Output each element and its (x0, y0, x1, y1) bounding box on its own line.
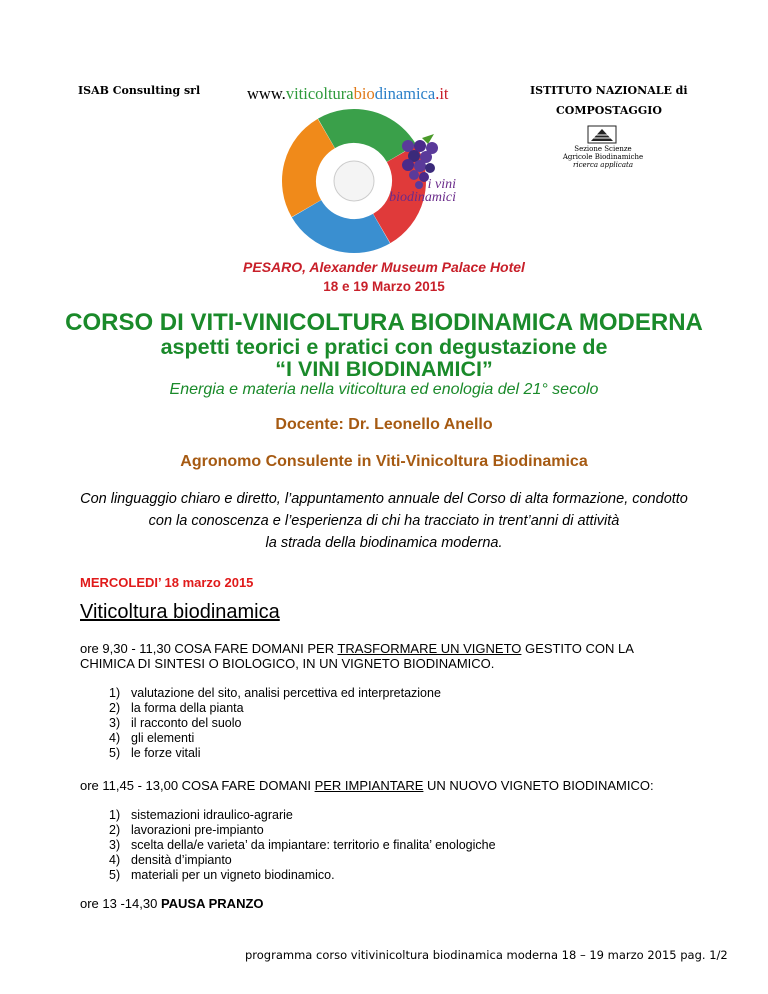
intro-line2: con la conoscenza e l’esperienza di chi ha tracciato in trent’anni di attività (148, 513, 620, 529)
teacher-name: Docente: Dr. Leonello Anello (275, 416, 493, 433)
lunch-time: ore 13 -14,30 (80, 896, 161, 911)
list-item-text: sistemazioni idraulico-agrarie (131, 808, 293, 822)
course-subtitle: Energia e materia nella viticoltura ed enologia del 21° secolo (169, 381, 599, 398)
list-item-text: gli elementi (131, 731, 195, 745)
intro-line1: Con linguaggio chiaro e diretto, l’appuntamento annuale del Corso di alta formazione, condotto (80, 491, 688, 507)
section-title: Viticoltura biodinamica (80, 601, 280, 623)
course-title-line1: CORSO DI VITI-VINICOLTURA BIODINAMICA MODERNA (65, 309, 703, 336)
list-item-number: 2) (109, 823, 121, 837)
lunch-label: PAUSA PRANZO (160, 896, 264, 911)
institute-logo-line3: ricerca applicata (572, 161, 633, 169)
list-item-number: 3) (109, 838, 121, 852)
list-item-text: valutazione del sito, analisi percettiva ed interpretazione (131, 686, 441, 700)
logo-text-line2: biodinamici (389, 190, 456, 205)
event-place: PESARO, Alexander Museum Palace Hotel (243, 259, 525, 275)
list-item-text: il racconto del suolo (131, 716, 242, 730)
institute-logo-line2: Agricole Biodinamiche (562, 153, 644, 161)
session2-heading (80, 778, 654, 793)
institute-logo-line1: Sezione Scienze (574, 145, 632, 153)
session1-heading-pre: ore 9,30 - 11,30 COSA FARE DOMANI PER (80, 641, 338, 656)
session1-heading-post: GESTITO CON LA (521, 641, 634, 656)
website-part-viticoltura: viticoltura (285, 84, 354, 103)
session1-heading-line2: CHIMICA DI SINTESI O BIOLOGICO, IN UN VIGNETO BIODINAMICO. (80, 656, 495, 671)
website-www: www. (247, 84, 286, 103)
list-item-text: lavorazioni pre-impianto (131, 823, 264, 837)
website-url[interactable] (247, 84, 449, 104)
session2-heading-post: UN NUOVO VIGNETO BIODINAMICO: (423, 778, 654, 793)
list-item-number: 3) (109, 716, 121, 730)
teacher-role: Agronomo Consulente in Viti-Vinicoltura Biodinamica (180, 453, 588, 470)
website-part-dinamica: dinamica (374, 84, 436, 103)
page-footer: programma corso vitivinicoltura biodinamica moderna 18 – 19 marzo 2015 pag. 1/2 (245, 948, 728, 962)
course-title-line3: “I VINI BIODINAMICI” (275, 357, 493, 381)
website-part-bio: bio (353, 84, 375, 103)
lunch-break (80, 896, 264, 911)
institute-name-line1: ISTITUTO NAZIONALE di (530, 84, 688, 97)
website-part-tld: .it (435, 84, 449, 103)
institute-logo (553, 124, 653, 172)
list-item-number: 1) (109, 686, 121, 700)
session1-heading-underlined: TRASFORMARE UN VIGNETO (337, 641, 522, 656)
list-item-number: 2) (109, 701, 121, 715)
i-vini-biodinamici-logo-text (386, 178, 456, 204)
event-dates: 18 e 19 Marzo 2015 (323, 279, 445, 294)
isab-consulting-label: ISAB Consulting srl (78, 84, 201, 97)
session2-heading-pre: ore 11,45 - 13,00 COSA FARE DOMANI (80, 778, 315, 793)
session2-heading-underlined: PER IMPIANTARE (314, 778, 424, 793)
institute-name-line2: COMPOSTAGGIO (556, 104, 662, 117)
list-item-text: densità d’impianto (131, 853, 232, 867)
session1-heading (80, 641, 700, 656)
list-item-number: 5) (109, 746, 121, 760)
list-item-text: le forze vitali (131, 746, 201, 760)
list-item-text: scelta della/e varieta’ da impiantare: territorio e finalita’ enologiche (131, 838, 496, 852)
list-item-text: materiali per un vigneto biodinamico. (131, 868, 335, 882)
list-item-number: 5) (109, 868, 121, 882)
list-item-number: 4) (109, 853, 121, 867)
day-heading: MERCOLEDI’ 18 marzo 2015 (80, 575, 254, 590)
course-title-line2: aspetti teorici e pratici con degustazione de (160, 335, 608, 359)
logo-text-line1: i vini (427, 177, 456, 192)
list-item-number: 1) (109, 808, 121, 822)
list-item-text: la forma della pianta (131, 701, 244, 715)
list-item-number: 4) (109, 731, 121, 745)
intro-line3: la strada della biodinamica moderna. (265, 535, 503, 551)
